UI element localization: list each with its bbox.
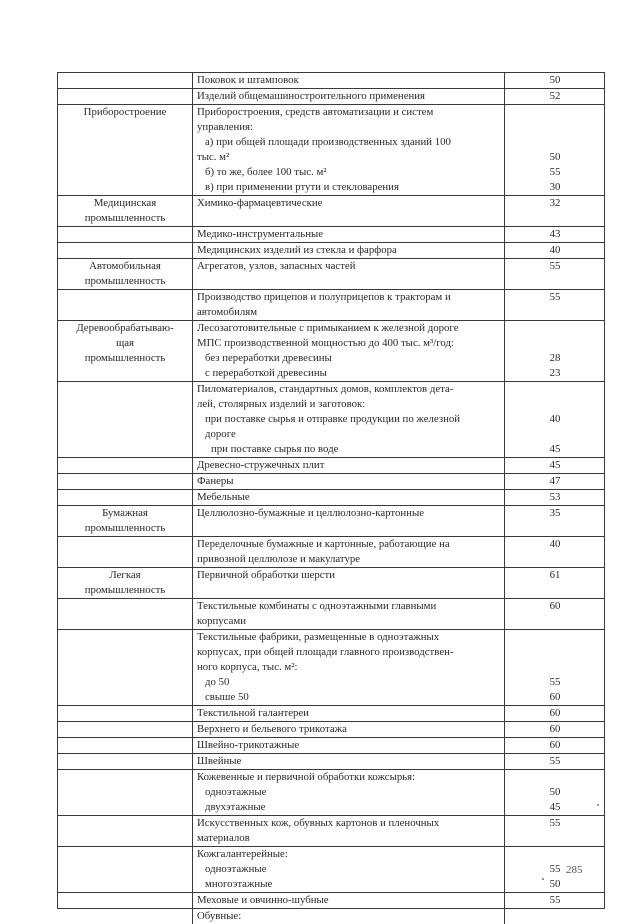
industry-cell: [58, 259, 193, 290]
industry-cell: [58, 73, 193, 89]
enterprise-text: дороге: [197, 427, 501, 442]
enterprise-cell: [193, 909, 505, 924]
enterprise-cell: [193, 227, 505, 243]
industry-cell: [58, 290, 193, 321]
value-cell: [505, 259, 605, 290]
enterprise-cell: [193, 196, 505, 227]
value-text: 32: [509, 196, 601, 211]
table-row: [58, 259, 605, 290]
value-text: 55: [509, 893, 601, 908]
enterprise-text: Пиломатериалов, стандартных домов, комплектов дета-: [197, 382, 501, 397]
enterprise-cell: [193, 321, 505, 382]
value-text: [509, 847, 601, 862]
table-row: [58, 770, 605, 816]
value-cell: [505, 321, 605, 382]
value-text: 61: [509, 568, 601, 583]
enterprise-cell: [193, 847, 505, 893]
table-row: [58, 290, 605, 321]
enterprise-cell: [193, 754, 505, 770]
value-text: 35: [509, 506, 601, 521]
industry-cell: [58, 382, 193, 458]
table-row: [58, 227, 605, 243]
enterprise-cell: [193, 382, 505, 458]
enterprise-cell: [193, 73, 505, 89]
enterprise-cell: [193, 738, 505, 754]
table-row: [58, 474, 605, 490]
value-text: [509, 382, 601, 397]
enterprise-cell: [193, 458, 505, 474]
enterprise-cell: [193, 893, 505, 909]
scan-speck: [597, 804, 599, 806]
industry-cell: [58, 630, 193, 706]
enterprise-text: двухэтажные: [197, 800, 501, 815]
industry-label: промышленность: [60, 521, 190, 536]
value-text: 45: [509, 458, 601, 473]
enterprise-text: Поковок и штамповок: [197, 73, 501, 88]
value-text: 55: [509, 862, 601, 877]
value-cell: [505, 847, 605, 893]
table-row: [58, 893, 605, 909]
value-text: 55: [509, 816, 601, 831]
enterprise-text: Целлюлозно-бумажные и целлюлозно-картонные: [197, 506, 501, 521]
enterprise-text: Швейные: [197, 754, 501, 769]
enterprise-text: свыше 50: [197, 690, 501, 705]
value-text: 28: [509, 351, 601, 366]
enterprise-cell: [193, 506, 505, 537]
value-text: 50: [509, 877, 601, 892]
value-text: 40: [509, 537, 601, 552]
industry-cell: [58, 227, 193, 243]
value-cell: [505, 738, 605, 754]
enterprise-cell: [193, 290, 505, 321]
value-text: 60: [509, 738, 601, 753]
enterprise-cell: [193, 89, 505, 105]
value-text: [509, 630, 601, 645]
enterprise-text: Верхнего и бельевого трикотажа: [197, 722, 501, 737]
value-text: [509, 105, 601, 120]
table-row: [58, 382, 605, 458]
industry-cell: [58, 537, 193, 568]
value-text: [509, 645, 601, 660]
industry-cell: [58, 243, 193, 259]
value-text: 50: [509, 785, 601, 800]
enterprise-text: управления:: [197, 120, 501, 135]
value-text: 60: [509, 599, 601, 614]
table-row: [58, 506, 605, 537]
enterprise-text: Химико-фармацевтические: [197, 196, 501, 211]
table-row: [58, 458, 605, 474]
value-cell: [505, 73, 605, 89]
industry-label: щая: [60, 336, 190, 351]
value-text: 45: [509, 800, 601, 815]
enterprise-cell: [193, 770, 505, 816]
enterprise-text: Мебельные: [197, 490, 501, 505]
industry-label: промышленность: [60, 351, 190, 366]
enterprise-text: Искусственных кож, обувных картонов и пленочных: [197, 816, 501, 831]
value-cell: [505, 568, 605, 599]
enterprise-text: до 50: [197, 675, 501, 690]
value-text: 60: [509, 722, 601, 737]
value-cell: [505, 458, 605, 474]
enterprise-text: Текстильные фабрики, размещенные в одноэтажных: [197, 630, 501, 645]
enterprise-text: Швейно-трикотажные: [197, 738, 501, 753]
value-text: 55: [509, 290, 601, 305]
enterprise-text: Изделий общемашиностроительного применения: [197, 89, 501, 104]
industry-cell: [58, 599, 193, 630]
value-cell: [505, 506, 605, 537]
value-text: 30: [509, 180, 601, 195]
industry-cell: [58, 893, 193, 909]
enterprise-text: Обувные:: [197, 909, 501, 924]
value-cell: [505, 893, 605, 909]
value-cell: [505, 490, 605, 506]
value-text: 55: [509, 165, 601, 180]
enterprise-text: Медицинских изделий из стекла и фарфора: [197, 243, 501, 258]
table-row: [58, 105, 605, 196]
enterprise-cell: [193, 243, 505, 259]
enterprise-text: Меховые и овчинно-шубные: [197, 893, 501, 908]
industry-label: промышленность: [60, 583, 190, 598]
industry-cell: [58, 909, 193, 924]
industry-cell: [58, 738, 193, 754]
enterprise-cell: [193, 722, 505, 738]
industry-cell: [58, 706, 193, 722]
value-text: 40: [509, 412, 601, 427]
value-text: 40: [509, 243, 601, 258]
standards-table: [57, 72, 605, 924]
enterprise-text: Переделочные бумажные и картонные, работающие на: [197, 537, 501, 552]
value-text: 55: [509, 675, 601, 690]
enterprise-text: Приборостроения, средств автоматизации и систем: [197, 105, 501, 120]
enterprise-cell: [193, 816, 505, 847]
value-text: 45: [509, 442, 601, 457]
enterprise-text: МПС производственной мощностью до 400 тыс. м³/год:: [197, 336, 501, 351]
value-text: [509, 660, 601, 675]
enterprise-text: Лесозаготовительные с примыканием к железной дороге: [197, 321, 501, 336]
industry-cell: [58, 474, 193, 490]
enterprise-text: корпусах, при общей площади главного производствен-: [197, 645, 501, 660]
industry-label: Легкая: [60, 568, 190, 583]
enterprise-text: Агрегатов, узлов, запасных частей: [197, 259, 501, 274]
table-row: [58, 706, 605, 722]
scan-speck: [542, 878, 544, 880]
enterprise-cell: [193, 259, 505, 290]
value-cell: [505, 474, 605, 490]
table-row: [58, 722, 605, 738]
enterprise-text: тыс. м²: [197, 150, 501, 165]
table-row: [58, 568, 605, 599]
enterprise-text: без переработки древесины: [197, 351, 501, 366]
value-text: [509, 397, 601, 412]
value-cell: [505, 630, 605, 706]
value-text: [509, 135, 601, 150]
value-cell: [505, 816, 605, 847]
enterprise-text: привозной целлюлозе и макулатуре: [197, 552, 501, 567]
enterprise-text: Текстильные комбинаты с одноэтажными главными: [197, 599, 501, 614]
enterprise-text: Кожгалантерейные:: [197, 847, 501, 862]
enterprise-text: в) при применении ртути и стекловарения: [197, 180, 501, 195]
table-row: [58, 243, 605, 259]
enterprise-cell: [193, 599, 505, 630]
enterprise-text: при поставке сырья и отправке продукции по железной: [197, 412, 501, 427]
enterprise-text: материалов: [197, 831, 501, 846]
industry-cell: [58, 568, 193, 599]
enterprise-text: Производство прицепов и полуприцепов к тракторам и: [197, 290, 501, 305]
industry-label: Медицинская: [60, 196, 190, 211]
enterprise-text: одноэтажные: [197, 785, 501, 800]
table-row: [58, 738, 605, 754]
enterprise-text: Фанеры: [197, 474, 501, 489]
enterprise-cell: [193, 568, 505, 599]
value-cell: [505, 722, 605, 738]
industry-cell: [58, 105, 193, 196]
enterprise-text: корпусами: [197, 614, 501, 629]
value-text: [509, 770, 601, 785]
table-row: [58, 73, 605, 89]
enterprise-text: при поставке сырья по воде: [197, 442, 501, 457]
industry-label: Деревообрабатываю-: [60, 321, 190, 336]
enterprise-text: а) при общей площади производственных зданий 100: [197, 135, 501, 150]
value-text: [509, 909, 602, 924]
value-cell: [505, 599, 605, 630]
table-row: [58, 630, 605, 706]
value-cell: [505, 754, 605, 770]
industry-label: промышленность: [60, 274, 190, 289]
enterprise-text: б) то же, более 100 тыс. м²: [197, 165, 501, 180]
industry-cell: [58, 321, 193, 382]
industry-cell: [58, 490, 193, 506]
table-row: [58, 321, 605, 382]
industry-cell: [58, 196, 193, 227]
table-row: [58, 537, 605, 568]
value-cell: [505, 227, 605, 243]
enterprise-text: Первичной обработки шерсти: [197, 568, 501, 583]
enterprise-text: автомобилям: [197, 305, 501, 320]
enterprise-text: с переработкой древесины: [197, 366, 501, 381]
value-cell: [505, 706, 605, 722]
value-text: 60: [509, 690, 601, 705]
industry-label: Автомобильная: [60, 259, 190, 274]
value-text: [509, 120, 601, 135]
enterprise-cell: [193, 474, 505, 490]
industry-cell: [58, 722, 193, 738]
table-row: [58, 847, 605, 893]
enterprise-text: лей, столярных изделий и заготовок:: [197, 397, 501, 412]
value-text: 50: [509, 150, 601, 165]
value-text: 43: [509, 227, 601, 242]
enterprise-text: одноэтажные: [197, 862, 501, 877]
enterprise-text: многоэтажные: [197, 877, 501, 892]
value-text: 52: [509, 89, 601, 104]
value-text: 50: [509, 73, 601, 88]
value-cell: [505, 105, 605, 196]
industry-cell: [58, 754, 193, 770]
value-text: [509, 336, 601, 351]
enterprise-cell: [193, 706, 505, 722]
industry-cell: [58, 506, 193, 537]
industry-cell: [58, 770, 193, 816]
value-text: 23: [509, 366, 601, 381]
enterprise-cell: [193, 490, 505, 506]
value-cell: [505, 89, 605, 105]
value-cell: [505, 196, 605, 227]
page-number: 285: [566, 864, 583, 876]
industry-label: Бумажная: [60, 506, 190, 521]
value-cell: [505, 382, 605, 458]
value-text: [509, 427, 601, 442]
industry-label: промышленность: [60, 211, 190, 226]
industry-cell: [58, 458, 193, 474]
value-cell: [505, 537, 605, 568]
table-row: [58, 754, 605, 770]
enterprise-text: Кожевенные и первичной обработки кожсырья:: [197, 770, 501, 785]
enterprise-cell: [193, 105, 505, 196]
enterprise-cell: [193, 630, 505, 706]
enterprise-text: ного корпуса, тыс. м²:: [197, 660, 501, 675]
value-cell: [505, 290, 605, 321]
table-row: [58, 816, 605, 847]
table-row: [58, 196, 605, 227]
table-row: [58, 89, 605, 105]
enterprise-text: Медико-инструментальные: [197, 227, 501, 242]
value-text: 47: [509, 474, 601, 489]
enterprise-cell: [193, 537, 505, 568]
table-row: [58, 490, 605, 506]
enterprise-text: Древесно-стружечных плит: [197, 458, 501, 473]
value-cell: [505, 770, 605, 816]
value-text: 53: [509, 490, 601, 505]
value-text: 55: [509, 754, 601, 769]
table-row: [58, 909, 605, 924]
industry-cell: [58, 847, 193, 893]
value-cell: [505, 243, 605, 259]
value-text: [509, 321, 601, 336]
table-row: [58, 599, 605, 630]
industry-cell: [58, 816, 193, 847]
value-cell: [505, 909, 605, 924]
value-text: 60: [509, 706, 601, 721]
value-text: 55: [509, 259, 601, 274]
industry-cell: [58, 89, 193, 105]
industry-label: Приборостроение: [60, 105, 190, 120]
enterprise-text: Текстильной галантереи: [197, 706, 501, 721]
